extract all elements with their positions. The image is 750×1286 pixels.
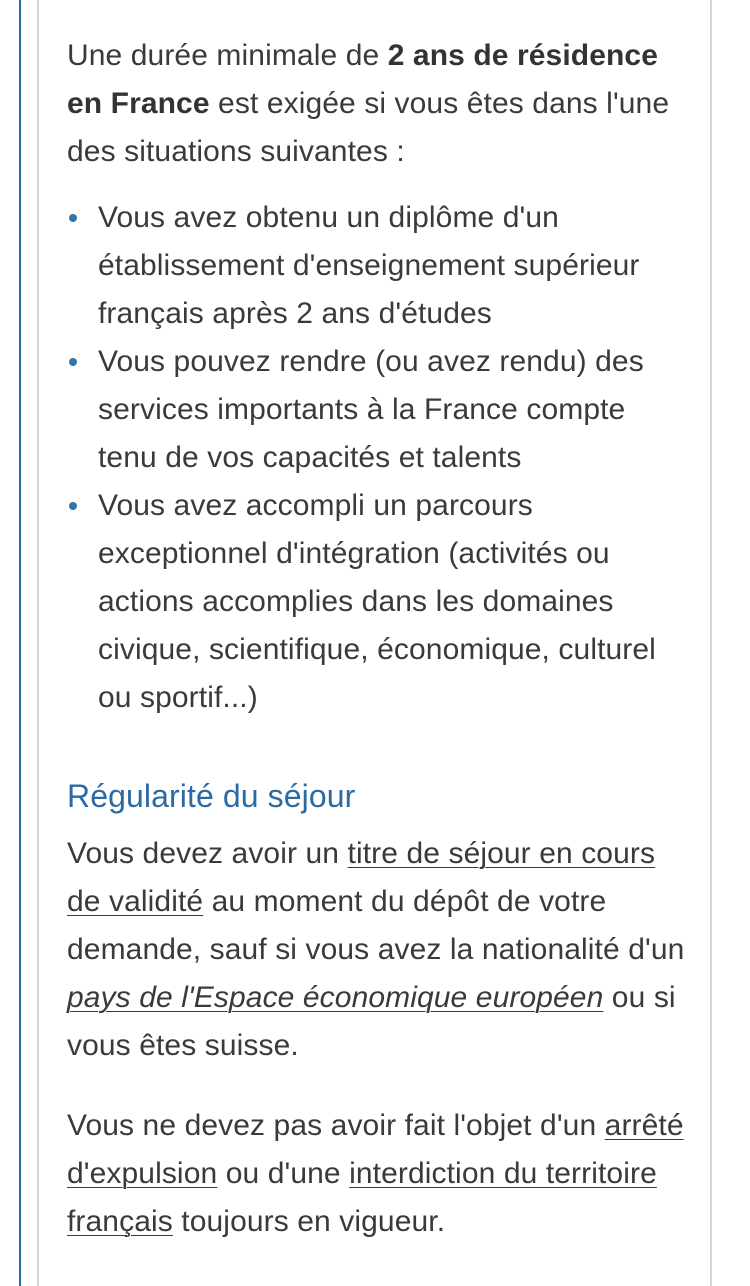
titre-de-sejour-link[interactable]: titre de séjour en cours de validité [67,837,656,918]
list-item [67,194,692,338]
regularite-text-3: ou si vous êtes suisse. [67,981,676,1062]
regularite-text-2: au moment du dépôt de votre demande, sauf si vous avez la nationalité d'un [67,885,685,966]
interdiction-territoire-link[interactable]: interdiction du territoire français [67,1157,657,1238]
intro-bold-duration: 2 ans de résidence en France [67,39,658,120]
regularite-text-1: Vous devez avoir un [67,837,348,870]
expulsion-paragraph [67,1102,692,1246]
espace-economique-europeen-link[interactable]: pays de l'Espace économique européen [67,981,604,1014]
expulsion-text-1: Vous ne devez pas avoir fait l'objet d'un [67,1109,605,1142]
situations-list [67,194,692,722]
intro-paragraph [67,32,692,176]
regularite-paragraph [67,830,692,1070]
bullet-icon [69,502,77,510]
bullet-icon [69,214,77,222]
left-accent-rule [19,0,21,1286]
situation-text: Vous avez obtenu un diplôme d'un établissement d'enseignement supérieur français après 2 ans d'études [98,201,640,330]
section-title-regularite: Régularité du séjour [67,778,356,814]
article-content [67,32,692,1246]
list-item [67,482,692,722]
situation-text: Vous avez accompli un parcours exceptionnel d'intégration (activités ou actions accomplies dans les domaines civique, scientifique, économique, culturel ou sportif...) [98,489,656,714]
bullet-icon [69,358,77,366]
expulsion-text-3: toujours en vigueur. [172,1205,446,1238]
intro-text-before: Une durée minimale de [67,39,388,72]
list-item [67,338,692,482]
intro-text-after: est exigée si vous êtes dans l'une des situations suivantes : [67,87,670,168]
arrete-expulsion-link[interactable]: arrêté d'expulsion [67,1109,684,1190]
expulsion-text-2: ou d'une [217,1157,350,1190]
situation-text: Vous pouvez rendre (ou avez rendu) des services importants à la France compte tenu de vos capacités et talents [98,345,644,474]
